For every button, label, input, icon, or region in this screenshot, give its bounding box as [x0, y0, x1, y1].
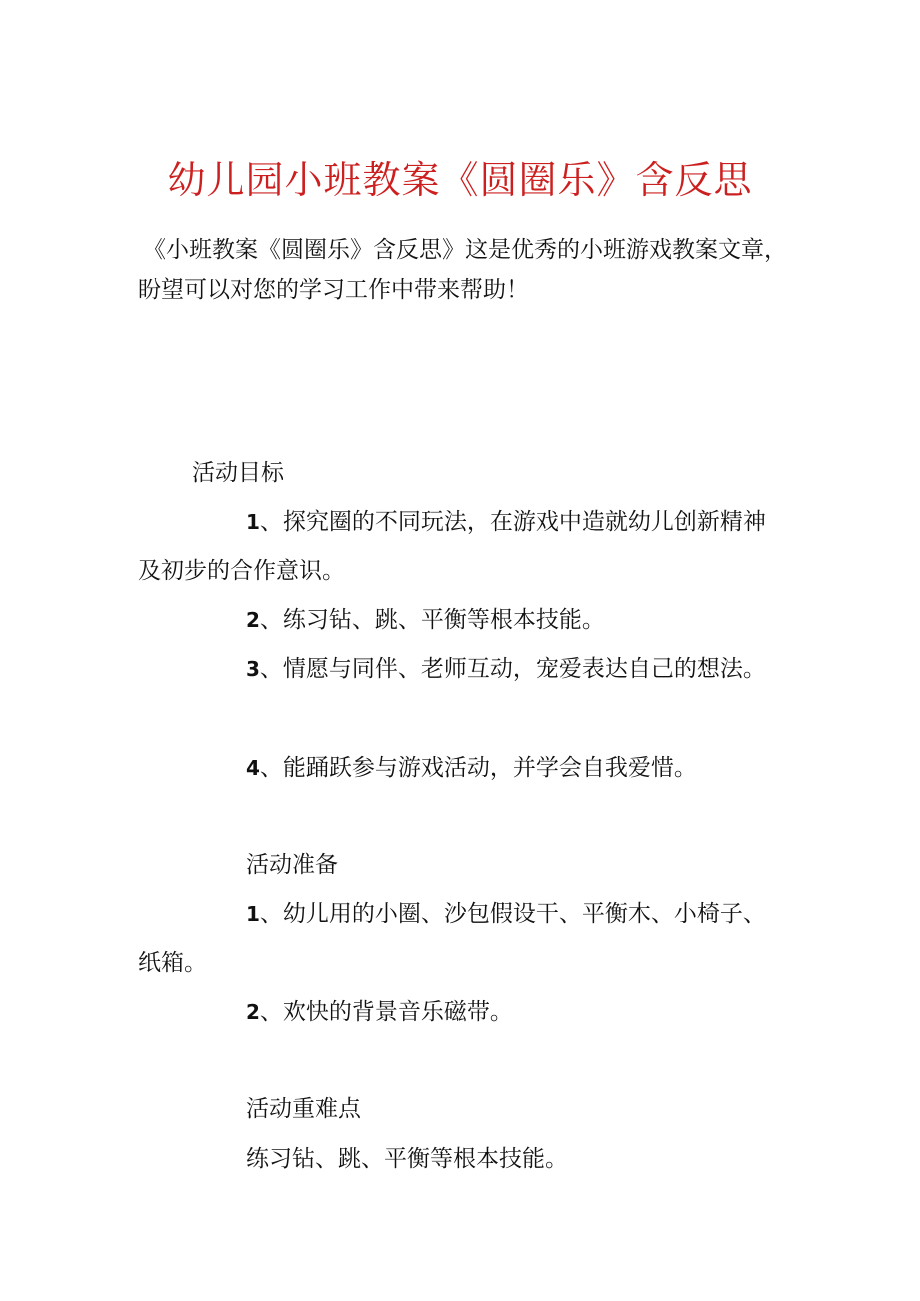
key-points-heading: 活动重难点	[246, 1096, 361, 1122]
goal-item-2	[138, 596, 788, 645]
goal-item-3	[138, 645, 788, 694]
goal-item-4-number: 4	[246, 756, 260, 780]
prep-item-2	[138, 988, 788, 1037]
goal-item-4	[138, 744, 788, 793]
goal-item-2-number: 2	[246, 608, 260, 632]
goal-item-3-text: 、情愿与同伴、老师互动，宠爱表达自己的想法。	[259, 656, 766, 682]
goal-item-1	[138, 498, 788, 596]
intro-text: 《小班教案《圆圈乐》含反思》这是优秀的小班游戏教案文章，盼望可以对您的学习工作中带来帮助！	[138, 237, 787, 303]
goals-heading: 活动目标	[192, 460, 284, 486]
prep-item-1-text: 、幼儿用的小圈、沙包假设干、平衡木、小椅子、纸箱。	[138, 901, 766, 976]
intro-paragraph	[138, 230, 788, 310]
prep-item-2-number: 2	[246, 1000, 260, 1024]
goal-item-1-number: 1	[246, 510, 260, 534]
prep-heading: 活动准备	[246, 852, 338, 878]
goal-item-2-text: 、练习钻、跳、平衡等根本技能。	[259, 607, 605, 633]
goal-item-1-text: 、探究圈的不同玩法，在游戏中造就幼儿创新精神及初步的合作意识。	[138, 509, 766, 584]
document-title: 幼儿园小班教案《圆圈乐》含反思	[167, 158, 753, 202]
prep-item-2-text: 、欢快的背景音乐磁带。	[259, 999, 513, 1025]
goal-item-4-text: 、能踊跃参与游戏活动，并学会自我爱惜。	[259, 755, 697, 781]
key-points-text: 练习钻、跳、平衡等根本技能。	[246, 1146, 568, 1172]
prep-item-1-number: 1	[246, 902, 260, 926]
prep-item-1	[138, 890, 788, 988]
goal-item-3-number: 3	[246, 657, 260, 681]
